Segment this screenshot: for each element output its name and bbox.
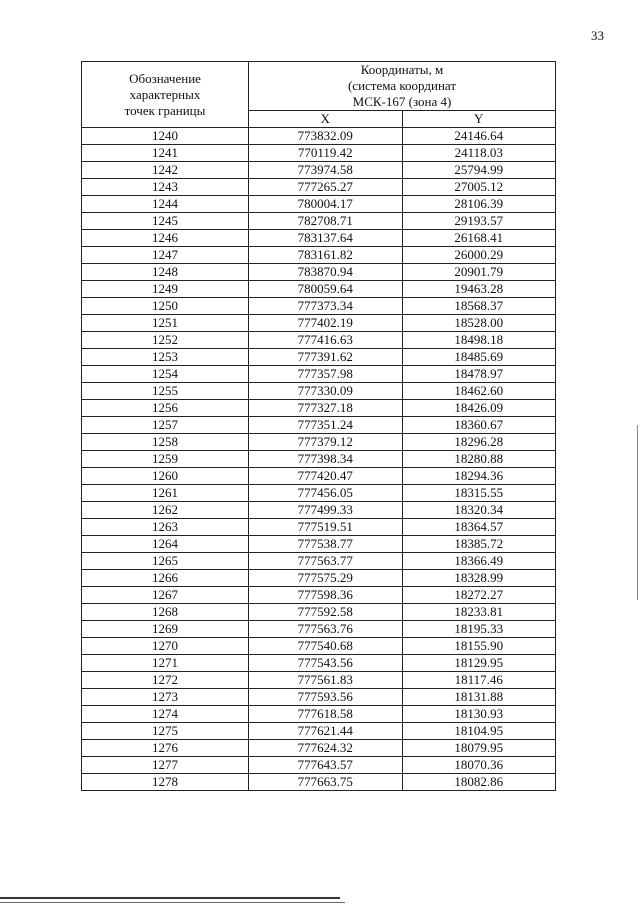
table-row: [82, 264, 556, 281]
point-cell: 1271: [82, 655, 249, 672]
x-cell: 777398.34: [249, 451, 403, 468]
x-cell: 777563.77: [249, 553, 403, 570]
table-row: [82, 638, 556, 655]
point-cell: 1260: [82, 468, 249, 485]
point-cell: 1278: [82, 774, 249, 791]
point-cell: 1241: [82, 145, 249, 162]
y-cell: 27005.12: [402, 179, 556, 196]
point-cell: 1243: [82, 179, 249, 196]
x-cell: 777330.09: [249, 383, 403, 400]
table-row: [82, 230, 556, 247]
x-cell: 777563.76: [249, 621, 403, 638]
y-cell: 18233.81: [402, 604, 556, 621]
y-cell: 18079.95: [402, 740, 556, 757]
table-row: [82, 128, 556, 145]
bottom-rule-thin: [0, 902, 345, 903]
point-cell: 1273: [82, 689, 249, 706]
y-cell: 26000.29: [402, 247, 556, 264]
x-cell: 777327.18: [249, 400, 403, 417]
y-cell: 18129.95: [402, 655, 556, 672]
x-cell: 777265.27: [249, 179, 403, 196]
table-row: [82, 366, 556, 383]
x-cell: 783161.82: [249, 247, 403, 264]
x-cell: 777621.44: [249, 723, 403, 740]
x-cell: 780059.64: [249, 281, 403, 298]
point-cell: 1242: [82, 162, 249, 179]
y-cell: 18462.60: [402, 383, 556, 400]
point-cell: 1247: [82, 247, 249, 264]
bottom-rule: [0, 897, 340, 899]
y-cell: 18195.33: [402, 621, 556, 638]
point-header-line: точек границы: [124, 102, 206, 118]
table-row: [82, 604, 556, 621]
table-row: [82, 689, 556, 706]
table-row: [82, 196, 556, 213]
table-row: [82, 468, 556, 485]
table-row: [82, 774, 556, 791]
table-row: [82, 451, 556, 468]
table-row: [82, 332, 556, 349]
coordinates-header: [249, 62, 556, 111]
point-cell: 1276: [82, 740, 249, 757]
table-row: [82, 706, 556, 723]
table-row: [82, 621, 556, 638]
x-cell: 777593.56: [249, 689, 403, 706]
point-cell: 1258: [82, 434, 249, 451]
table-row: [82, 536, 556, 553]
x-cell: 777643.57: [249, 757, 403, 774]
coords-header-line: Координаты, м: [360, 62, 444, 77]
table-row: [82, 672, 556, 689]
y-cell: 18315.55: [402, 485, 556, 502]
table-row: [82, 383, 556, 400]
point-cell: 1256: [82, 400, 249, 417]
table-row: [82, 315, 556, 332]
point-cell: 1267: [82, 587, 249, 604]
x-cell: 773832.09: [249, 128, 403, 145]
point-cell: 1254: [82, 366, 249, 383]
table-row: [82, 485, 556, 502]
table-row: [82, 587, 556, 604]
point-cell: 1246: [82, 230, 249, 247]
point-cell: 1245: [82, 213, 249, 230]
table-row: [82, 502, 556, 519]
y-cell: 29193.57: [402, 213, 556, 230]
point-cell: 1264: [82, 536, 249, 553]
x-cell: 777538.77: [249, 536, 403, 553]
coords-header-line: МСК-167 (зона 4): [352, 94, 452, 109]
y-cell: 18130.93: [402, 706, 556, 723]
table-row: [82, 213, 556, 230]
table-row: [82, 298, 556, 315]
y-cell: 18280.88: [402, 451, 556, 468]
table-row: [82, 553, 556, 570]
point-cell: 1240: [82, 128, 249, 145]
y-cell: 18070.36: [402, 757, 556, 774]
y-cell: 18478.97: [402, 366, 556, 383]
table-row: [82, 417, 556, 434]
x-cell: 783137.64: [249, 230, 403, 247]
x-cell: 783870.94: [249, 264, 403, 281]
x-cell: 777598.36: [249, 587, 403, 604]
point-cell: 1270: [82, 638, 249, 655]
point-cell: 1253: [82, 349, 249, 366]
y-cell: 18498.18: [402, 332, 556, 349]
table-row: [82, 757, 556, 774]
x-cell: 777592.58: [249, 604, 403, 621]
x-cell: 770119.42: [249, 145, 403, 162]
point-cell: 1259: [82, 451, 249, 468]
table-row: [82, 570, 556, 587]
y-column-header: Y: [402, 111, 556, 128]
point-cell: 1274: [82, 706, 249, 723]
y-cell: 18426.09: [402, 400, 556, 417]
table-row: [82, 434, 556, 451]
point-cell: 1250: [82, 298, 249, 315]
point-cell: 1269: [82, 621, 249, 638]
point-cell: 1265: [82, 553, 249, 570]
y-cell: 18082.86: [402, 774, 556, 791]
y-cell: 24146.64: [402, 128, 556, 145]
table-header-row: [82, 62, 556, 111]
y-cell: 18155.90: [402, 638, 556, 655]
table-row: [82, 519, 556, 536]
y-cell: 18131.88: [402, 689, 556, 706]
point-cell: 1266: [82, 570, 249, 587]
x-cell: 777420.47: [249, 468, 403, 485]
y-cell: 26168.41: [402, 230, 556, 247]
y-cell: 18485.69: [402, 349, 556, 366]
y-cell: 18320.34: [402, 502, 556, 519]
point-cell: 1275: [82, 723, 249, 740]
point-header-line: Обозначение: [129, 70, 201, 86]
x-cell: 777543.56: [249, 655, 403, 672]
table-row: [82, 655, 556, 672]
x-cell: 777561.83: [249, 672, 403, 689]
x-cell: 777402.19: [249, 315, 403, 332]
point-designation-header: [82, 62, 249, 128]
x-cell: 777519.51: [249, 519, 403, 536]
x-cell: 777575.29: [249, 570, 403, 587]
table-body: [82, 128, 556, 791]
x-cell: 777416.63: [249, 332, 403, 349]
table-row: [82, 145, 556, 162]
y-cell: 18568.37: [402, 298, 556, 315]
x-cell: 780004.17: [249, 196, 403, 213]
x-cell: 777540.68: [249, 638, 403, 655]
y-cell: 18104.95: [402, 723, 556, 740]
y-cell: 24118.03: [402, 145, 556, 162]
table-row: [82, 281, 556, 298]
y-cell: 18385.72: [402, 536, 556, 553]
point-cell: 1272: [82, 672, 249, 689]
x-cell: 773974.58: [249, 162, 403, 179]
x-cell: 777499.33: [249, 502, 403, 519]
table-row: [82, 247, 556, 264]
table-row: [82, 179, 556, 196]
point-cell: 1248: [82, 264, 249, 281]
x-cell: 777357.98: [249, 366, 403, 383]
y-cell: 18366.49: [402, 553, 556, 570]
scan-edge-line: [637, 425, 638, 600]
x-cell: 777373.34: [249, 298, 403, 315]
point-cell: 1268: [82, 604, 249, 621]
point-cell: 1262: [82, 502, 249, 519]
point-cell: 1261: [82, 485, 249, 502]
point-cell: 1252: [82, 332, 249, 349]
x-cell: 777663.75: [249, 774, 403, 791]
table-row: [82, 740, 556, 757]
table-row: [82, 400, 556, 417]
y-cell: 19463.28: [402, 281, 556, 298]
point-header-line: характерных: [129, 86, 201, 102]
y-cell: 18272.27: [402, 587, 556, 604]
y-cell: 18360.67: [402, 417, 556, 434]
page-number: 33: [591, 28, 604, 43]
y-cell: 18294.36: [402, 468, 556, 485]
point-cell: 1249: [82, 281, 249, 298]
x-cell: 782708.71: [249, 213, 403, 230]
x-cell: 777624.32: [249, 740, 403, 757]
y-cell: 18328.99: [402, 570, 556, 587]
point-cell: 1263: [82, 519, 249, 536]
table-row: [82, 349, 556, 366]
point-cell: 1277: [82, 757, 249, 774]
x-cell: 777618.58: [249, 706, 403, 723]
y-cell: 25794.99: [402, 162, 556, 179]
y-cell: 18296.28: [402, 434, 556, 451]
x-cell: 777456.05: [249, 485, 403, 502]
y-cell: 20901.79: [402, 264, 556, 281]
y-cell: 18117.46: [402, 672, 556, 689]
point-cell: 1255: [82, 383, 249, 400]
coordinates-table: [81, 61, 556, 791]
x-cell: 777351.24: [249, 417, 403, 434]
table-row: [82, 162, 556, 179]
coords-header-line: (система координат: [347, 78, 457, 93]
point-cell: 1244: [82, 196, 249, 213]
y-cell: 18528.00: [402, 315, 556, 332]
x-column-header: X: [249, 111, 403, 128]
y-cell: 28106.39: [402, 196, 556, 213]
point-cell: 1251: [82, 315, 249, 332]
x-cell: 777379.12: [249, 434, 403, 451]
point-cell: 1257: [82, 417, 249, 434]
y-cell: 18364.57: [402, 519, 556, 536]
x-cell: 777391.62: [249, 349, 403, 366]
table-row: [82, 723, 556, 740]
